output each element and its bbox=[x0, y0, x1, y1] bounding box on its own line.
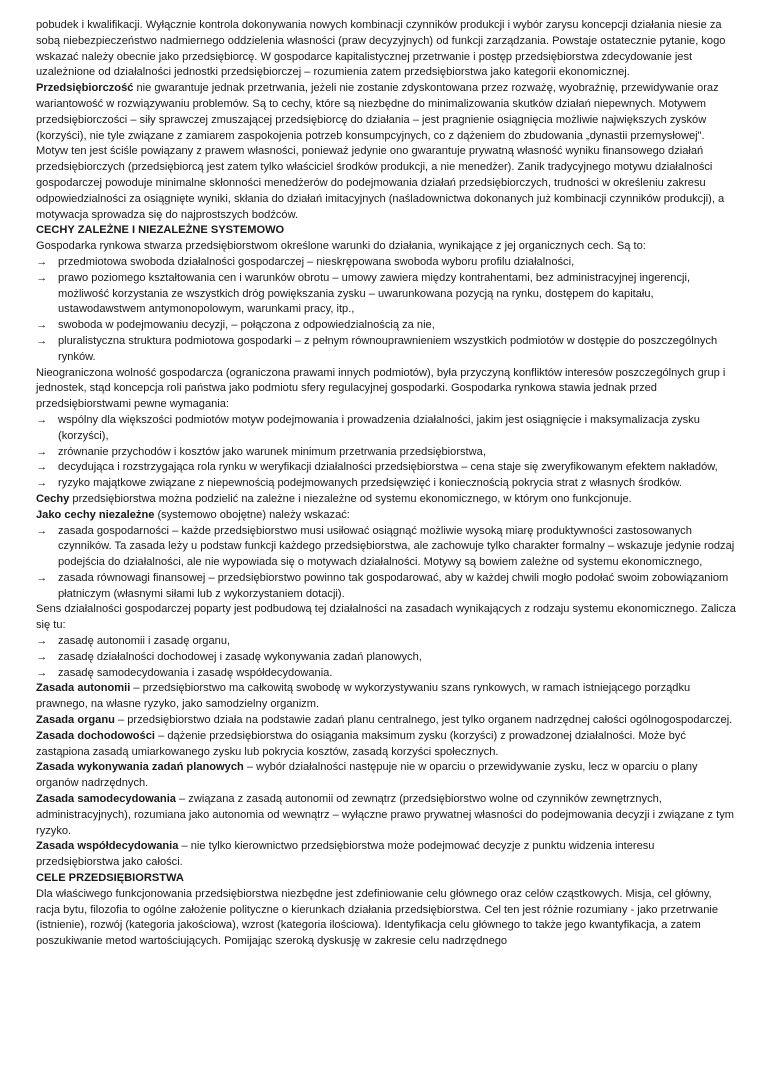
arrow-icon: → bbox=[36, 461, 48, 474]
list-item: → decydująca i rozstrzygająca rola rynku w weryfikacji działalności przedsiębiorstwa – cena staje się zweryfikowanym efektem nakładów, bbox=[36, 460, 736, 476]
arrow-icon: → bbox=[36, 271, 48, 284]
arrow-icon: → bbox=[36, 445, 48, 458]
bold-term: Przedsiębiorczość bbox=[36, 82, 134, 95]
arrow-icon: → bbox=[36, 255, 48, 268]
list-item: → zasadę samodecydowania i zasadę współdecydowania. bbox=[36, 666, 736, 682]
document-page bbox=[36, 18, 736, 950]
list-item: → prawo poziomego kształtowania cen i warunków obrotu – umowy zawiera między kontrahentami, bez administracyjnej ingerencji, możliwość korzystania ze wszystkich dróg powiększania zysku – uwarunkowana pozycją na rynku, dostępem do kapitału, ustawodawstwem antymonopolowym, warunkami pracy, itp., bbox=[36, 271, 691, 316]
paragraph: Cechy przedsiębiorstwa można podzielić na zależne i niezależne od systemu ekonomicznego, w którym ono funkcjonuje. bbox=[36, 492, 632, 505]
arrow-icon: → bbox=[36, 524, 48, 537]
list-item: → zrównanie przychodów i kosztów jako warunek minimum przetrwania przedsiębiorstwa, bbox=[36, 445, 736, 461]
paragraph: Jako cechy niezależne (systemowo obojętne) należy wskazać: bbox=[36, 508, 350, 521]
paragraph: Gospodarka rynkowa stwarza przedsiębiorstwom określone warunki do działania, wynikające z jej organicznych cech. Są to: bbox=[36, 240, 646, 253]
list-item: → zasadę działalności dochodowej i zasadę wykonywania zadań planowych, bbox=[36, 650, 736, 666]
bold-term: Jako cechy niezależne bbox=[36, 508, 155, 521]
paragraph: Dla właściwego funkcjonowania przedsiębiorstwa niezbędne jest zdefiniowanie celu głównego oraz celów cząstkowych. Misja, cel główny, racja bytu, filozofia to ogólne założenie polityczne o kierunkach działania przedsiębiorstwa. Cel ten jest różnie rozumiany - jako przetrwanie (istnienie), rozwój (kategoria jakościowa), wzrost (kategoria ilościowa). Identyfikacja celu głównego to także jego kwantyfikacja, a zatem poszukiwanie metod wartościujących. Pomijając szeroką dyskusję w zakresie celu nadrzędnego bbox=[36, 887, 719, 948]
list-item: → swoboda w podejmowaniu decyzji, – połączona z odpowiedzialnością za nie, bbox=[36, 318, 736, 334]
paragraph: Zasada samodecydowania – związana z zasadą autonomii od zewnątrz (przedsiębiorstwo wolne od czynników zewnętrznych, administracyjnych), rozumiana jako autonomia od wewnątrz – wyłączne prawo prywatnej własności do podejmowania decyzji i związane z tym ryzyko. bbox=[36, 793, 734, 837]
bold-term: Zasada dochodowości bbox=[36, 729, 155, 742]
list-item: → zasada gospodarności – każde przedsiębiorstwo musi usiłować osiągnąć możliwie wysoką miarę produktywności zastosowanych czynników. Ta zasada leży u podstaw funkcji każdego przedsiębiorstwa, ale zachowuje tylko charakter formalny – wskazuje jedynie rodzaj podejścia do działalności, ale nie wypowiada się o motywach działalności. Motywy są bowiem zależne od systemu ekonomicznego, bbox=[36, 524, 735, 569]
paragraph: pobudek i kwalifikacji. Wyłącznie kontrola dokonywania nowych kombinacji czynników produkcji i wybór zarysu koncepcji działania niesie za sobą niebezpieczeństwo nadmiernego oddzielenia własności (praw decyzyjnych) od funkcji zarządzania. Powstaje ostatecznie pytanie, kogo wskazać należy obecnie jako przedsiębiorcę. W gospodarce kapitalistycznej przetrwanie i postęp przedsiębiorstwa zdecydowanie jest uzależnione od działalności jednostki przedsiębiorczej – rozumienia zatem przedsiębiorstwa jako kategorii ekonomicznej. bbox=[36, 19, 726, 79]
paragraph: Zasada współdecydowania – nie tylko kierownictwo przedsiębiorstwa może podejmować decyzje z punktu widzenia interesu przedsiębiorstwa jako całości. bbox=[36, 840, 655, 869]
paragraph: Zasada wykonywania zadań planowych – wybór działalności następuje nie w oparciu o przewidywanie zysku, lecz w oparciu o plany organów nadrzędnych. bbox=[36, 761, 698, 790]
arrow-list bbox=[36, 255, 736, 366]
bold-term: Zasada organu bbox=[36, 714, 115, 727]
list-item: → zasada równowagi finansowej – przedsiębiorstwo powinno tak gospodarować, aby w każdej chwili mogło podołać swoim zobowiązaniom płatniczym (własnymi siłami lub z wykorzystaniem dotacji). bbox=[36, 571, 729, 600]
arrow-icon: → bbox=[36, 666, 48, 679]
arrow-list bbox=[36, 524, 736, 603]
arrow-icon: → bbox=[36, 319, 48, 332]
list-item: → wspólny dla większości podmiotów motyw podejmowania i prowadzenia działalności, jakim jest osiągnięcie i maksymalizacja zysku (korzyści), bbox=[36, 413, 700, 442]
bold-term: Zasada współdecydowania bbox=[36, 840, 179, 853]
bold-term: Cechy bbox=[36, 492, 70, 505]
bold-term: Zasada wykonywania zadań planowych bbox=[36, 761, 244, 774]
list-item: → zasadę autonomii i zasadę organu, bbox=[36, 634, 736, 650]
arrow-list bbox=[36, 413, 736, 492]
list-item: → ryzyko majątkowe związane z niepewnością podejmowanych przedsięwzięć i koniecznością pokrycia strat z własnych środków. bbox=[36, 476, 736, 492]
section-heading: CECHY ZALEŻNE I NIEZALEŻNE SYSTEMOWO bbox=[36, 224, 285, 237]
arrow-icon: → bbox=[36, 477, 48, 490]
arrow-icon: → bbox=[36, 650, 48, 663]
paragraph: Zasada dochodowości – dążenie przedsiębiorstwa do osiągania maksimum zysku (korzyści) z prowadzonej działalności. Może być zastąpiona zasadą umiarkowanego zysku lub pokrycia kosztów, zasadą korzyści społecznych. bbox=[36, 729, 686, 758]
paragraph: Przedsiębiorczość nie gwarantuje jednak przetrwania, jeżeli nie zostanie zdyskontowana przez rozważę, wyobraźnię, przewidywanie oraz wariantowość w rozwiązywaniu problemów. Są to cechy, które są niezbędne do minimalizowania skutków działań niepewnych. Motywem przedsiębiorczości – siły sprawczej zmuszającej przedsiębiorcę do działania – jest pragnienie osiągnięcia możliwie największych zysków (korzyści), nie tyle związane z zamiarem zaspokojenia potrzeb konsumpcyjnych, co z dążeniem do zbudowania „dynastii przemysłowej". Motyw ten jest ściśle powiązany z prawem własności, ponieważ jedynie ono gwarantuje prywatną własność wyniku finansowego działań przedsiębiorczych (przedsiębiorcą jest zatem tylko właściciel środków produkcji, a nie menedżer). Zanik tradycyjnego motywu działalności gospodarczej powoduje minimalne skłonności menedżerów do podejmowania działań przedsiębiorczych, trudności w określeniu zakresu odpowiedzialności za osiągnięte wyniki, skłania do działań imitacyjnych (naśladownictwa dokonanych już kombinacji czynników produkcji), a motywacja sprowadza się do najprostszych bodźców. bbox=[36, 82, 725, 221]
section-heading: CELE PRZEDSIĘBIORSTWA bbox=[36, 872, 184, 885]
paragraph: Nieograniczona wolność gospodarcza (ograniczona prawami innych podmiotów), była przyczyną konfliktów interesów poszczególnych grup i jednostek, stąd koncepcja roli państwa jako podmiotu sfery regulacyjnej gospodarki. Gospodarka rynkowa stawia jednak przed przedsiębiorstwami pewne wymagania: bbox=[36, 366, 726, 411]
bold-term: Zasada samodecydowania bbox=[36, 793, 176, 806]
paragraph: Zasada organu – przedsiębiorstwo działa na podstawie zadań planu centralnego, jest tylko organem nadrzędnej całości ogólnogospodarczej. bbox=[36, 714, 733, 727]
paragraph: Zasada autonomii – przedsiębiorstwo ma całkowitą swobodę w wykorzystywaniu szans rynkowych, w ramach istniejącego porządku prawnego, na własne ryzyko, jako samodzielny organizm. bbox=[36, 682, 691, 711]
arrow-list bbox=[36, 634, 736, 681]
arrow-icon: → bbox=[36, 413, 48, 426]
arrow-icon: → bbox=[36, 571, 48, 584]
paragraph: Sens działalności gospodarczej poparty jest podbudową tej działalności na zasadach wynikających z rodzaju systemu ekonomicznego. Zalicza się tu: bbox=[36, 603, 736, 632]
bold-term: Zasada autonomii bbox=[36, 682, 131, 695]
arrow-icon: → bbox=[36, 334, 48, 347]
list-item: → przedmiotowa swoboda działalności gospodarczej – nieskrępowana swoboda wyboru profilu działalności, bbox=[36, 255, 736, 271]
list-item: → pluralistyczna struktura podmiotowa gospodarki – z pełnym równouprawnieniem wszystkich podmiotów w dostępie do poszczególnych rynków. bbox=[36, 334, 718, 363]
arrow-icon: → bbox=[36, 635, 48, 648]
